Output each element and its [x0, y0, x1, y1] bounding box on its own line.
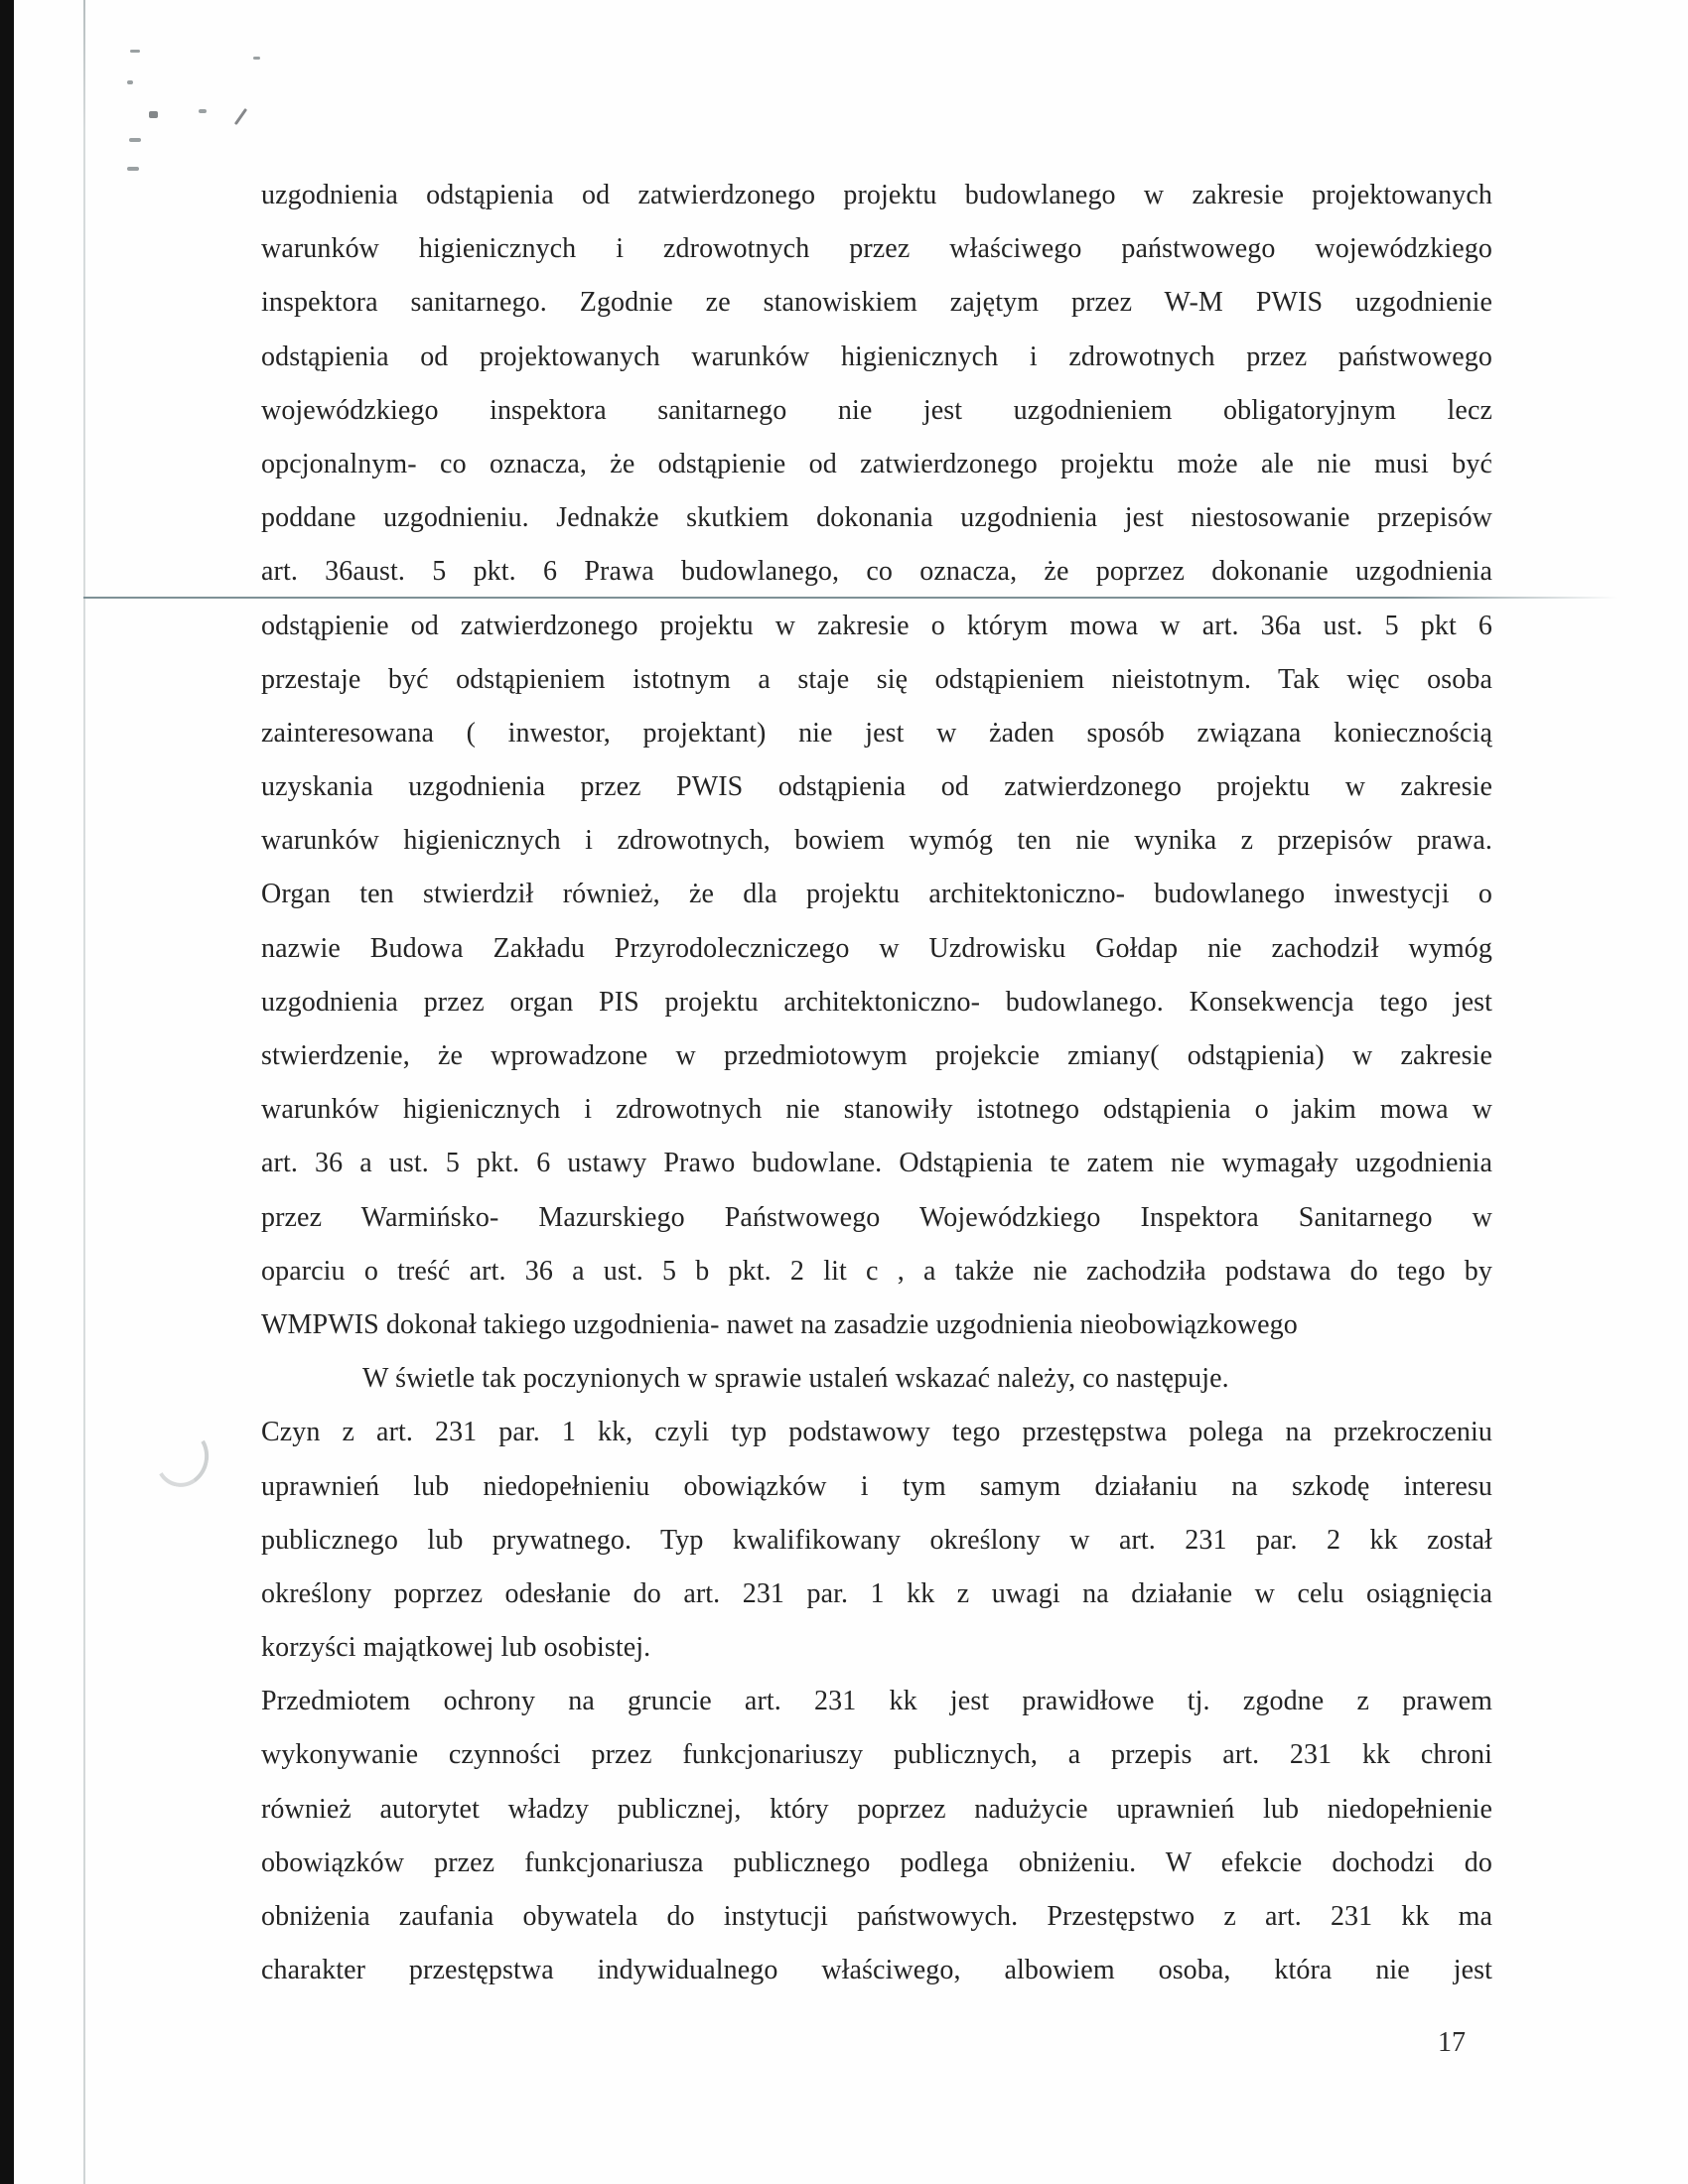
- text-line: odstąpienie od zatwierdzonego projektu w zakresie o którym mowa w art. 36a ust. 5 pkt 6: [261, 610, 1492, 641]
- text-line: określony poprzez odesłanie do art. 231 par. 1 kk z uwagi na działanie w celu osiągnięcia: [261, 1577, 1492, 1609]
- page-number: 17: [1438, 2027, 1466, 2058]
- text-line: uprawnień lub niedopełnieniu obowiązków i tym samym działaniu na szkodę interesu: [261, 1470, 1492, 1502]
- text-line: W świetle tak poczynionych w sprawie ustaleń wskazać należy, co następuje.: [362, 1363, 1229, 1395]
- text-line: warunków higienicznych i zdrowotnych nie stanowiły istotnego odstąpienia o jakim mowa w: [261, 1094, 1492, 1126]
- scan-fold-line: [83, 0, 85, 2184]
- text-line: korzyści majątkowej lub osobistej.: [261, 1632, 651, 1664]
- text-line: WMPWIS dokonał takiego uzgodnienia- nawet na zasadzie uzgodnienia nieobowiązkowego: [261, 1308, 1298, 1340]
- text-line: charakter przestępstwa indywidualnego właściwego, albowiem osoba, która nie jest: [261, 1955, 1492, 1986]
- pencil-slash-mark: [234, 108, 247, 125]
- pencil-speck: [129, 138, 141, 142]
- text-line: stwierdzenie, że wprowadzone w przedmiotowym projekcie zmiany( odstąpienia) w zakresie: [261, 1040, 1492, 1071]
- text-line: odstąpienia od projektowanych warunków higienicznych i zdrowotnych przez państwowego: [261, 341, 1492, 372]
- margin-paren-mark: [149, 1423, 213, 1492]
- text-line: obniżenia zaufania obywatela do instytucji państwowych. Przestępstwo z art. 231 kk ma: [261, 1901, 1492, 1932]
- text-line: inspektora sanitarnego. Zgodnie ze stanowiskiem zajętym przez W-M PWIS uzgodnienie: [261, 287, 1492, 319]
- scan-edge-strip: [0, 0, 14, 2184]
- text-line: oparciu o treść art. 36 a ust. 5 b pkt. 2 lit c , a także nie zachodziła podstawa do tego by: [261, 1255, 1492, 1287]
- text-line: warunków higienicznych i zdrowotnych przez właściwego państwowego wojewódzkiego: [261, 233, 1492, 265]
- pencil-speck: [130, 50, 140, 53]
- text-line: uzyskania uzgodnienia przez PWIS odstąpienia od zatwierdzonego projektu w zakresie: [261, 771, 1492, 803]
- text-line: Przedmiotem ochrony na gruncie art. 231 kk jest prawidłowe tj. zgodne z prawem: [261, 1686, 1492, 1717]
- text-line: poddane uzgodnieniu. Jednakże skutkiem dokonania uzgodnienia jest niestosowanie przepisów: [261, 502, 1492, 534]
- text-line: publicznego lub prywatnego. Typ kwalifikowany określony w art. 231 par. 2 kk został: [261, 1524, 1492, 1556]
- pencil-speck: [127, 167, 139, 171]
- text-line: nazwie Budowa Zakładu Przyrodoleczniczego w Uzdrowisku Gołdap nie zachodził wymóg: [261, 932, 1492, 964]
- text-line: również autorytet władzy publicznej, który poprzez nadużycie uprawnień lub niedopełnienie: [261, 1793, 1492, 1825]
- pencil-speck: [127, 80, 133, 84]
- text-line: zainteresowana ( inwestor, projektant) nie jest w żaden sposób związana koniecznością: [261, 717, 1492, 749]
- text-line: uzgodnienia odstąpienia od zatwierdzonego projektu budowlanego w zakresie projektowanych: [261, 180, 1492, 210]
- text-line: wojewódzkiego inspektora sanitarnego nie jest uzgodnieniem obligatoryjnym lecz: [261, 394, 1492, 426]
- text-line: wykonywanie czynności przez funkcjonariuszy publicznych, a przepis art. 231 kk chroni: [261, 1739, 1492, 1771]
- text-line: Czyn z art. 231 par. 1 kk, czyli typ podstawowy tego przestępstwa polega na przekroczeniu: [261, 1417, 1492, 1448]
- text-line: art. 36 a ust. 5 pkt. 6 ustawy Prawo budowlane. Odstąpienia te zatem nie wymagały uzgodnienia: [261, 1148, 1492, 1179]
- text-line: art. 36aust. 5 pkt. 6 Prawa budowlanego, co oznacza, że poprzez dokonanie uzgodnienia: [261, 556, 1492, 588]
- text-line: warunków higienicznych i zdrowotnych, bowiem wymóg ten nie wynika z przepisów prawa.: [261, 825, 1492, 857]
- text-line: obowiązków przez funkcjonariusza publicznego podlega obniżeniu. W efekcie dochodzi do: [261, 1846, 1492, 1878]
- pencil-speck: [149, 111, 158, 118]
- pencil-speck: [199, 109, 207, 113]
- text-line: uzgodnienia przez organ PIS projektu architektoniczno- budowlanego. Konsekwencja tego jest: [261, 986, 1492, 1018]
- text-line: opcjonalnym- co oznacza, że odstąpienie od zatwierdzonego projektu może ale nie musi być: [261, 448, 1492, 479]
- text-line: Organ ten stwierdził również, że dla projektu architektoniczno- budowlanego inwestycji o: [261, 879, 1492, 910]
- document-body-text: [261, 169, 1492, 1997]
- text-line: przez Warmińsko- Mazurskiego Państwowego Wojewódzkiego Inspektora Sanitarnego w: [261, 1201, 1492, 1233]
- text-line: przestaje być odstąpieniem istotnym a staje się odstąpieniem nieistotnym. Tak więc osoba: [261, 663, 1492, 695]
- pencil-speck: [253, 57, 260, 60]
